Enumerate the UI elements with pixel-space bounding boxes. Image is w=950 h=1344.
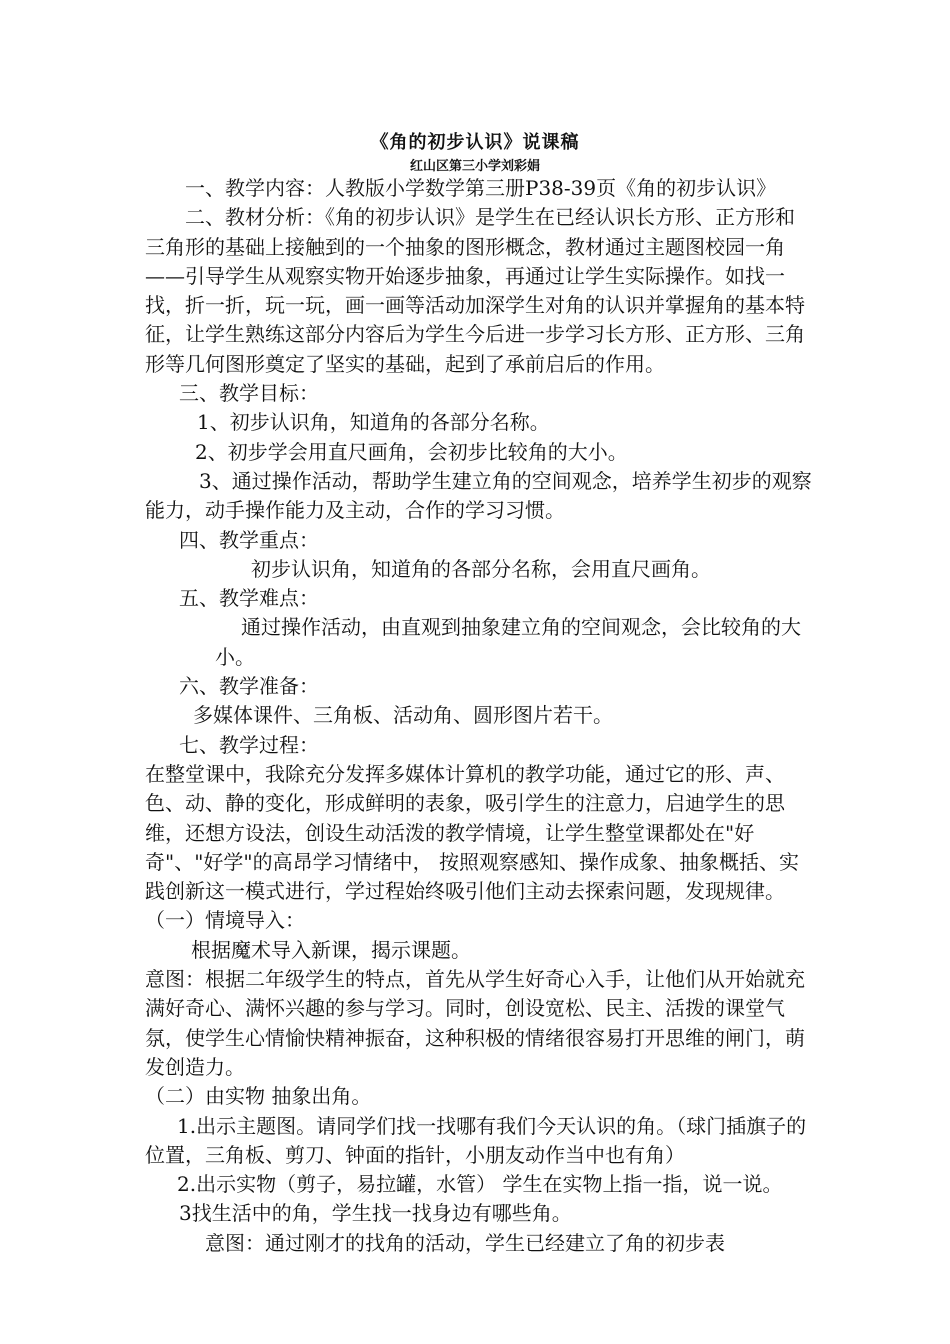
document-author: 红山区第三小学刘彩娟: [409, 159, 540, 174]
situation-intro-text: 根据魔术导入新课，揭示课题。: [191, 937, 471, 962]
step-1-text: 1.出示主题图。请同学们找一找哪有我们今天认识的角。（球门插旗子的位置，三角板、剪刀、钟面的指针，小朋友动作当中也有角）: [145, 1113, 807, 1167]
goal-item-3: 3、通过操作活动，帮助学生建立角的空间观念，培养学生初步的观察能力，动手操作能力及主动，合作的学习习惯。: [145, 468, 812, 523]
heading-difficulties: 五、教学难点：: [179, 586, 319, 611]
heading-abstract-angle: （二）由实物 抽象出角。: [145, 1084, 372, 1109]
step-3-text: 3找生活中的角，学生找一找身边有哪些角。: [179, 1201, 572, 1226]
paragraph-material-analysis: 二、教材分析：《角的初步认识》是学生在已经认识长方形、正方形和三角形的基础上接触到的一个抽象的图形概念，教材通过主题图校园一角——引导学生从观察实物开始逐步抽象，再通过让学生实际操作。如找一找，折一折，玩一玩，画一画等活动加深学生对角的认识并掌握角的基本特征，让学生熟练这部分内容后为学生今后进一步学习长方形、正方形、三角形等几何图形奠定了坚实的基础，起到了承前启后的作用。: [145, 205, 805, 376]
intent-paragraph-1: 意图：根据二年级学生的特点，首先从学生好奇心入手，让他们从开始就充满好奇心、满怀兴趣的参与学习。同时，创设宽松、民主、活拨的课堂气氛，使学生心情愉快精神振奋，这种积极的情绪很容易打开思维的闸门，萌发创造力。: [145, 967, 805, 1079]
preparation-text: 多媒体课件、三角板、活动角、圆形图片若干。: [193, 703, 613, 728]
document-body: [145, 174, 813, 1258]
difficulties-text: 通过操作活动，由直观到抽象建立角的空间观念，会比较角的大小。: [215, 615, 801, 669]
heading-preparation: 六、教学准备：: [179, 674, 319, 699]
goal-item-2: 2、初步学会用直尺画角，会初步比较角的大小。: [195, 439, 628, 464]
document-title: 《角的初步认识》说课稿: [370, 132, 580, 153]
key-points-text: 初步认识角，知道角的各部分名称，会用直尺画角。: [251, 556, 711, 581]
paragraph-teaching-content: 一、教学内容：人教版小学数学第三册P38-39页《角的初步认识》: [185, 176, 777, 200]
heading-key-points: 四、教学重点：: [179, 527, 319, 552]
heading-teaching-process: 七、教学过程：: [179, 732, 319, 757]
process-intro-text: 在整堂课中，我除充分发挥多媒体计算机的教学功能，通过它的形、声、色、动、静的变化，形成鲜明的表象，吸引学生的注意力，启迪学生的思维，还想方设法，创设生动活泼的教学情境，让学生整堂课都处在"好奇"、"好学"的高昂学习情绪中， 按照观察感知、操作成象、抽象概括、实践创新这一模式进行，学过程始终吸引他们主动去探索问题，发现规律。: [145, 761, 799, 904]
step-2-text: 2.出示实物（剪子，易拉罐，水管） 学生在实物上指一指，说一说。: [177, 1172, 783, 1197]
heading-teaching-goals: 三、教学目标：: [179, 381, 319, 406]
intent-paragraph-2: 意图：通过刚才的找角的活动，学生已经建立了角的初步表: [205, 1230, 725, 1255]
heading-situation-intro: （一）情境导入：: [145, 908, 305, 933]
goal-item-1: 1、初步认识角，知道角的各部分名称。: [197, 410, 550, 435]
